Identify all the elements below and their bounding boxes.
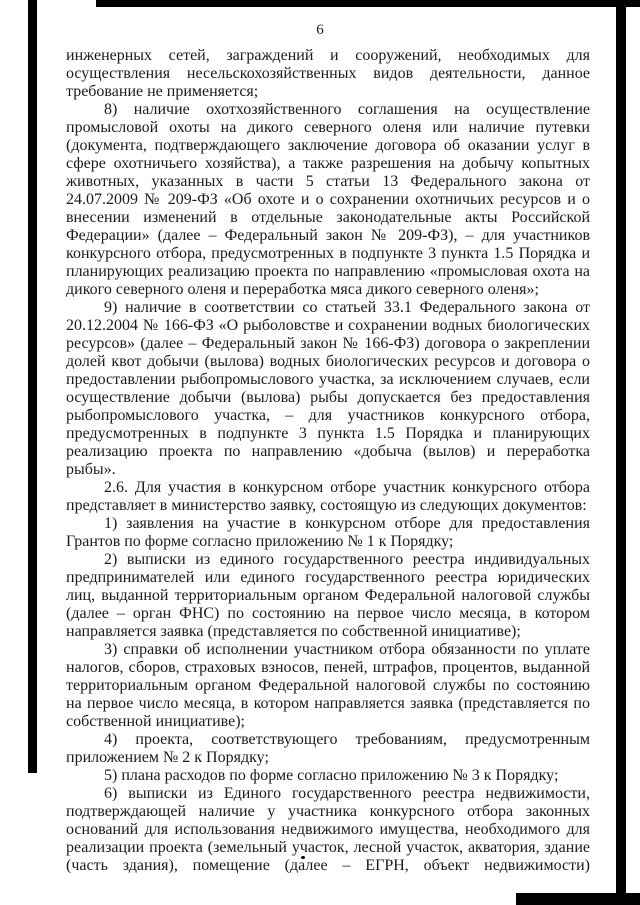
paragraph-section-2-6: 2.6. Для участия в конкурсном отборе участник конкурсного отбора представляет в министерство заявку, состоящую из следующих документов: (66, 479, 590, 514)
paragraph-doc-item-1: 1) заявления на участие в конкурсном отборе для предоставления Грантов по форме согласно приложению № 1 к Порядку; (66, 515, 590, 550)
paragraph-doc-item-6: 6) выписки из Единого государственного реестра недвижимости, подтверждающей наличие у участника конкурсного отбора законных оснований для использования недвижимого имущества, необходимого для реализации проекта (земельный участок, лесной участок, акватория, здание (часть здания), помещение (далее – ЕГРН, объект недвижимости) (66, 785, 590, 874)
paragraph-clause-9: 9) наличие в соответствии со статьей 33.1 Федерального закона от 20.12.2004 № 166-ФЗ «О рыболовстве и сохранении водных биологических ресурсов» (далее – Федеральный закон № 166-ФЗ) договора о закреплении долей квот добычи (вылова) водных биологических ресурсов и договора о предоставлении рыбопромыслового участка, за исключением случаев, если осуществление добычи (вылова) рыбы допускается без предоставления рыбопромыслового участка, – для участников конкурсного отбора, предусмотренных в подпункте 3 пункта 1.5 Порядка и планирующих реализацию проекта по направлению «добыча (вылов) и переработка рыбы». (66, 299, 590, 478)
paragraph-doc-item-3: 3) справки об исполнении участником отбора обязанности по уплате налогов, сборов, страховых взносов, пеней, штрафов, процентов, выданной территориальным органом Федеральной налоговой службы по состоянию на первое число месяца, в котором направляется заявка (представляется по собственной инициативе); (66, 641, 590, 730)
paragraph-clause-8: 8) наличие охотхозяйственного соглашения на осуществление промысловой охоты на дикого северного оленя или наличие путевки (документа, подтверждающего заключение договора об оказании услуг в сфере охотничьего хозяйства), а также разрешения на добычу копытных животных, указанных в части 5 статьи 13 Федерального закона от 24.07.2009 № 209-ФЗ «Об охоте и о сохранении охотничьих ресурсов и о внесении изменений в отдельные законодательные акты Российской Федерации» (далее – Федеральный закон № 209-ФЗ), – для участников конкурсного отбора, предусмотренных в подпункте 3 пункта 1.5 Порядка и планирующих реализацию проекта по направлению «промысловая охота на дикого северного оленя и переработка мяса дикого северного оленя»; (66, 101, 590, 298)
paragraph-doc-item-4: 4) проекта, соответствующего требованиям, предусмотренным приложением № 2 к Порядку; (66, 731, 590, 766)
paragraph-doc-item-2: 2) выписки из единого государственного реестра индивидуальных предпринимателей или единого государственного реестра юридических лиц, выданной территориальным органом Федеральной налоговой службы (далее – орган ФНС) по состоянию на первое число месяца, в котором направляется заявка (представляется по собственной инициативе); (66, 551, 590, 640)
paragraph-continuation: инженерных сетей, заграждений и сооружений, необходимых для осуществления несельскохозяйственных видов деятельности, данное требование не применяется; (66, 47, 590, 100)
scan-artifact-bottom-bar (516, 893, 640, 905)
paragraph-doc-item-5: 5) плана расходов по форме согласно приложению № 3 к Порядку; (104, 767, 559, 784)
scan-artifact-right-bar (616, 0, 626, 905)
page-number: 6 (316, 22, 324, 38)
scan-artifact-top-bar (96, 0, 640, 7)
scan-artifact-left-bar (28, 0, 37, 773)
document-body (66, 47, 590, 875)
